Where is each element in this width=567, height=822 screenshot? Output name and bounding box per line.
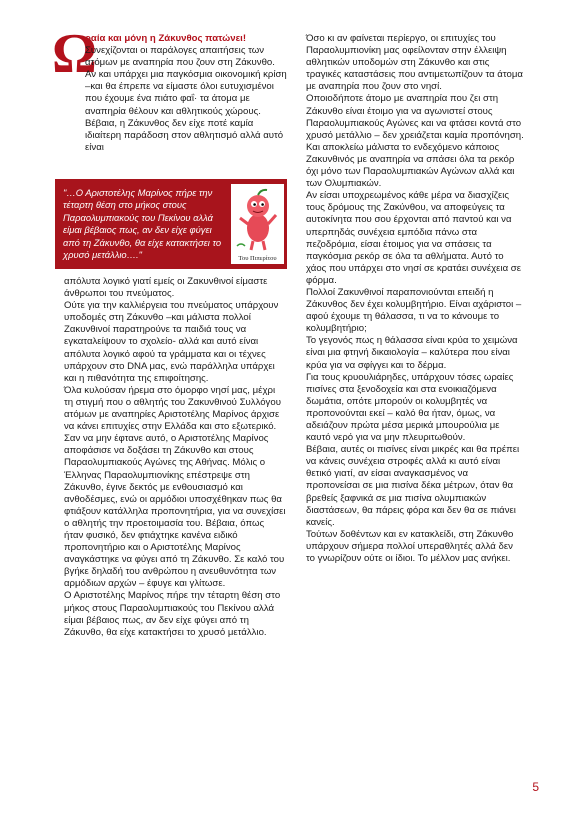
- dropcap-omega: Ω: [52, 23, 97, 85]
- left-column-top: [85, 33, 288, 154]
- lead-text: ραία και μόνη η Ζάκυνθος πατώνει!: [85, 33, 247, 44]
- paragraph: Οποιοδήποτε άτομο με αναπηρία που ζει στη Ζάκυνθο είναι έτοιμο για να αγωνιστεί στους Παραολυμπιακούς Αγώνες και να φτάσει κοντά στο χρυσό μετάλλιο – δεν χρειάζεται καμία προπόνηση. Και αποκλείω μάλιστα το ενδεχόμενο κάποιος Ζακυνθινός με αναπηρία να σπάσει όλα τα ρεκόρ όχι μόνο των Παραολυμπιακών Αγώνων αλλά και των Ολυμπιακών.: [306, 93, 524, 190]
- paragraph: Τούτων δοθέντων και εν κατακλείδι, στη Ζάκυνθο υπάρχουν σήμερα πολλοί υπεραθλητές αλλά δεν το γνωρίζουν ούτε οι ίδιοι. Το μέλλον μας ανήκει.: [306, 528, 514, 565]
- paragraph: Αν είσαι υποχρεωμένος κάθε μέρα να διασχίζεις τους δρόμους της Ζακύνθου, να αποφεύγεις τα αυτοκίνητα που σου έρχονται από παντού και να υπερπηδάς συνέχεια εμπόδια πάνω στα πεζοδρόμια, είσαι έτοιμος για να σπάσεις τα παγκόσμια ρεκόρ σε όλα τα αθλήματα. Αυτό το χάος που υπάρχει στο νησί σε κρατάει συνέχεια σε φόρμα.: [306, 190, 521, 286]
- paragraph: Πολλοί Ζακυνθινοί παραπονιούνται επειδή η Ζάκυνθος δεν έχει κολυμβητήριο. Είναι αχάριστοι – αφού έχουμε τη θάλασσα, τι να το κάνουμε το κολυμβητήριο;: [306, 286, 522, 335]
- paragraph: Ο Αριστοτέλης Μαρίνος πήρε την τέταρτη θέση στο μήκος στους Παραολυμπιακούς του Πεκίνου αλλά είμαι βέβαιος πως, αν δεν είχε φύγει από τη Ζάκυνθο, θα είχε κατακτήσει το χρυσό μετάλλιο.: [64, 590, 281, 638]
- cartoon-chili-icon: [231, 184, 284, 254]
- left-column-bottom: [64, 276, 286, 639]
- paragraph: Συνεχίζονται οι παράλογες απαιτήσεις των ατόμων με αναπηρία που ζουν στη Ζάκυνθο. Αν και υπάρχει μια παγκόσμια οικονομική κρίση –και θα έπρεπε να είμαστε όλοι ευτυχισμένοι που έχουμε ένα πιάτο φαΐ· τα άτομα με αναπηρία θέλουν και αθλητικούς χώρους. Βέβαια, η Ζάκυνθος δεν είχε ποτέ καμία ιδιαίτερη παράδοση στον αθλητισμό αλλά αυτό είναι: [85, 45, 287, 153]
- paragraph: Σαν να μην έφτανε αυτό, ο Αριστοτέλης Μαρίνος αποφάσισε να δοξάσει τη Ζάκυνθο και στους Παραολυμπιακούς Αγώνες της Αθήνας. Μόλις ο Έλληνας Παραολυμπιονίκης επέστρεψε στη Ζάκυνθο, έγινε δεκτός με ενθουσιασμό και ανθοδέσμες, ενώ οι αρμόδιοι υποσχέθηκαν πως θα φτιάξουν κατάλληλα προπονητήρια, για να συνεχίσει ο αθλητής την προετοιμασία του. Βέβαια, όπως ήταν φυσικό, δεν φτιάχτηκε κανένα ειδικό προπονητήριο και ο Αριστοτέλης Μαρίνος αναγκάστηκε να φύγει από τη Ζάκυνθο. Σε καλό του βγήκε δηλαδή του ανθρώπου η ανευθυνότητα των αρμόδιων αρχών – έφυγε και γλίτωσε.: [64, 433, 286, 590]
- paragraph: απόλυτα λογικό γιατί εμείς οι Ζακυνθινοί είμαστε άνθρωποι του πνεύματος.: [64, 276, 268, 300]
- paragraph: Ούτε για την καλλιέργεια του πνεύματος υπάρχουν υποδομές στη Ζάκυνθο –και μάλιστα πολλοί Ζακυνθινοί παρατηρούνε τα παιδιά τους να εγκαταλείψουν το σχολείο- αλλά και αυτό είναι απόλυτα λογικό αφού τα γράμματα και οι τέχνες υπάρχουν στο DNA μας, ενώ παράλληλα υπάρχει και η πιθανότητα της επιφοίτησης.: [64, 300, 279, 384]
- paragraph: Όσο κι αν φαίνεται περίεργο, οι επιτυχίες του Παραολυμπιονίκη μας οφείλονταν στην έλλειψη αθλητικών υποδομών στη Ζάκυνθο και στις τραγικές καταστάσεις που αντιμετωπίζουν τα άτομα με αναπηρία που ζουν στο νησί.: [306, 33, 523, 93]
- pullquote-text: "…Ο Αριστοτέλης Μαρίνος πήρε την τέταρτη θέση στο μήκος στους Παραολυμπιακούς του Πεκίνου αλλά είμαι βέβαιος πως, αν δεν είχε φύγει από τη Ζάκυνθο, θα είχε κατακτήσει το χρυσό μετάλλιο….": [63, 187, 222, 261]
- cartoon-illustration: [231, 184, 284, 264]
- page-number: 5: [532, 780, 539, 794]
- paragraph: Για τους κρυουλιάρηδες, υπάρχουν τόσες ωραίες πισίνες στα ξενοδοχεία και στα ενοικιαζόμενα δωμάτια, οπότε μπορούν οι κολυμβητές να προπονούνται εκεί – καλό θα ήταν, όμως, να αδειάζουν πρώτα μέσα μερικά μπουρούλια με καυτό νερό για να μην πλευριτωθούν.: [306, 371, 514, 444]
- pullquote-box: [55, 179, 287, 269]
- right-column: [306, 33, 524, 565]
- paragraph: Το γεγονός πως η θάλασσα είναι κρύα το χειμώνα είναι μια φτηνή δικαιολογία – καλύτερα που είναι κρύα για να σφίγγει και το δέρμα.: [306, 335, 518, 371]
- paragraph: Βέβαια, αυτές οι πισίνες είναι μικρές και θα πρέπει να κάνεις συνέχεια στροφές αλλά κι αυτό είναι θετικό γιατί, αν είσαι αναγκασμένος να προπονείσαι σε μια πισίνα δέκα μέτρων, όταν θα βρεθείς ξαφνικά σε μια πισίνα ολυμπιακών διαστάσεων, θα πάρεις φόρα και δεν θα σε πιάνει κανείς.: [306, 444, 520, 528]
- lead-line: [85, 33, 288, 45]
- author-caption: Του Πιπερίτου: [238, 255, 277, 262]
- paragraph: Όλα κυλούσαν ήρεμα στο όμορφο νησί μας, μέχρι τη στιγμή που ο αθλητής του Ζακυνθινού Συλλόγου ατόμων με αναπηρίες Αριστοτέλης Μαρίνος άρχισε να κάνει επιτυχίες στην Ελλάδα και στο εξωτερικό.: [64, 384, 281, 433]
